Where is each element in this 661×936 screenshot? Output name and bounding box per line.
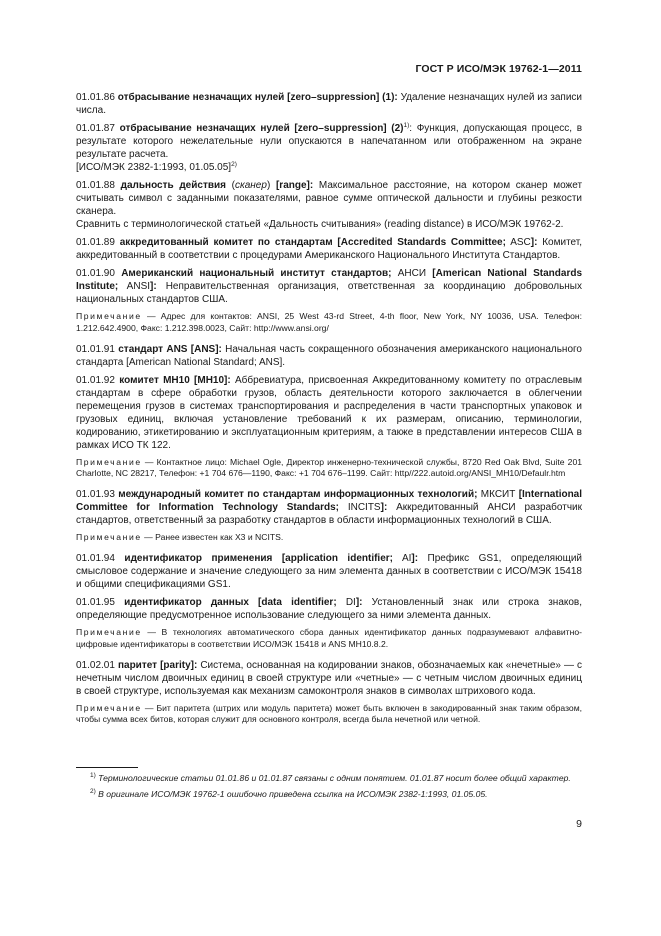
entry-01-01-88: 01.01.88 дальность действия (сканер) [range]: Максимальное расстояние, на котором сканер может считывать символ с заданными показателями, равное сумме оптической дальности и глубины резкости сканера. bbox=[76, 180, 583, 217]
footnote-ref: 1) bbox=[403, 122, 410, 129]
entry-01-01-87-ref: [ИСО/МЭК 2382-1:1993, 01.05.05]$^{2)}$ bbox=[76, 161, 237, 173]
page-number: 9 bbox=[576, 818, 582, 830]
footnote-divider bbox=[76, 767, 138, 768]
entry-01-01-94: 01.01.94 идентификатор применения [application identifier; AI]: Префикс GS1, определяющий смысловое содержание и значение следующего за ним элемента данных в соответствии с ИСО/МЭК 15418 и общими спецификациями GS1. bbox=[76, 552, 582, 590]
note-01-02-01: Примечание — Бит паритета (штрих или модуль паритета) может быть включен в закодированный знак таким образом, чтобы сумма всех битов, которая служит для основного контроля, всегда была нечетной или четной. bbox=[76, 702, 583, 725]
footnotes bbox=[76, 772, 582, 803]
footnote-ref: 2) bbox=[231, 161, 237, 168]
page-header: ГОСТ Р ИСО/МЭК 19762-1—2011 bbox=[415, 63, 582, 75]
entry-01-01-88-compare: Сравнить с терминологической статьей «Дальность считывания» (reading distance) в ИСО/МЭК 19762-2. bbox=[76, 219, 564, 230]
entry-01-01-92: 01.01.92 комитет MH10 [MH10]: Аббревиатура, присвоенная Аккредитованному комитету по отраслевым стандартам в сфере обработки грузов, область деятельности которого заключается в облегчении перемещения грузов в системах транспортирования и распределения в части транспортных упаковок и грузовых единиц, включая установление требований к их размерам, описанию, терминологии, кодированию, этикетированию и эксплуатационным критериям, а также в представлении интересов США в рамках ИСО ТК 122. bbox=[76, 374, 583, 451]
page-content bbox=[76, 91, 582, 734]
footnote-1: $^{1)}$ Терминологические статьи 01.01.86 и 01.01.87 связаны с одним понятием. 01.01.87 носит более общий характер. bbox=[90, 772, 571, 783]
note-01-01-93: Примечание — Ранее известен как X3 и NCITS. bbox=[76, 532, 284, 543]
note-01-01-92: Примечание — Контактное лицо: Michael Ogle, Директор инженерно-технической службы, 8720 Red Oak Blvd, Suite 201 Charlotte, NC 28217, Телефон: +1 704 676—1190, Факс: +1 704 676–1199. Сайт: http//222.autoid.org/ANSI_MH10/Defaulr.htm bbox=[76, 456, 583, 479]
entry-01-01-93: 01.01.93 международный комитет по стандартам информационных технологий; МКСИТ [International Committee for Information Technology Standards; INCITS]: Аккредитованный АНСИ разработчик стандартов, ответственный за разработку стандартов в области информационных технологий в США. bbox=[76, 489, 583, 527]
note-01-01-90: Примечание — Адрес для контактов: ANSI, 25 West 43-rd Street, 4-th floor, New York, NY 10036, USA. Телефон: 1.212.642.4900, Факс: 1.212.398.0023, Сайт: http://www.ansi.org/ bbox=[76, 311, 583, 333]
entry-01-01-95: 01.01.95 идентификатор данных [data identifier; DI]: Установленный знак или строка знаков, определяющие предусмотренное использование следующего за ними элемента данных. bbox=[76, 596, 583, 621]
entry-01-01-91: 01.01.91 стандарт ANS [ANS]: Начальная часть сокращенного обозначения американского национального стандарта [American National Standard; ANS]. bbox=[76, 343, 582, 368]
entry-01-02-01: 01.02.01 паритет [parity]: Система, основанная на кодировании знаков, обозначаемых как «нечетные» — с нечетным числом двоичных единиц в своей структуре или «четные» — с четным числом двоичных единиц в своей структуре, используемая как механизм самоконтроля знаков в символах штрихового кода. bbox=[76, 659, 582, 697]
note-01-01-95: Примечание — В технологиях автоматического сбора данных идентификатор данных подразумевают алфавитно-цифровые идентификаторы в соответствии ИСО/МЭК 15418 и ANS MH10.8.2. bbox=[76, 626, 583, 649]
entry-01-01-86: 01.01.86 отбрасывание незначащих нулей [zero–suppression] (1): Удаление незначащих нулей из записи числа. bbox=[76, 92, 582, 116]
entry-01-01-89: 01.01.89 аккредитованный комитет по стандартам [Accredited Standards Committee; ASC]: Комитет, аккредитованный в соответствии с процедурами Американского Национального Института Стандартов. bbox=[76, 237, 583, 261]
entry-01-01-90: 01.01.90 Американский национальный институт стандартов; АНСИ [American National Standards Institute; ANSI]: Неправительственная организация, ответственная за координацию добровольных национальных стандартов США. bbox=[76, 268, 583, 305]
footnote-2: $^{2)}$ В оригинале ИСО/МЭК 19762-1 ошибочно приведена ссылка на ИСО/МЭК 2382-1:1993, 01.05.05. bbox=[90, 787, 488, 799]
entry-01-01-87: 01.01.87 отбрасывание незначащих нулей [zero–suppression] $(2)^{1)}$: Функция, допускающая процесс, в результате которого нежелательные нули опускаются в напечатанном или отображенном на экране результате расчета. bbox=[76, 122, 583, 160]
